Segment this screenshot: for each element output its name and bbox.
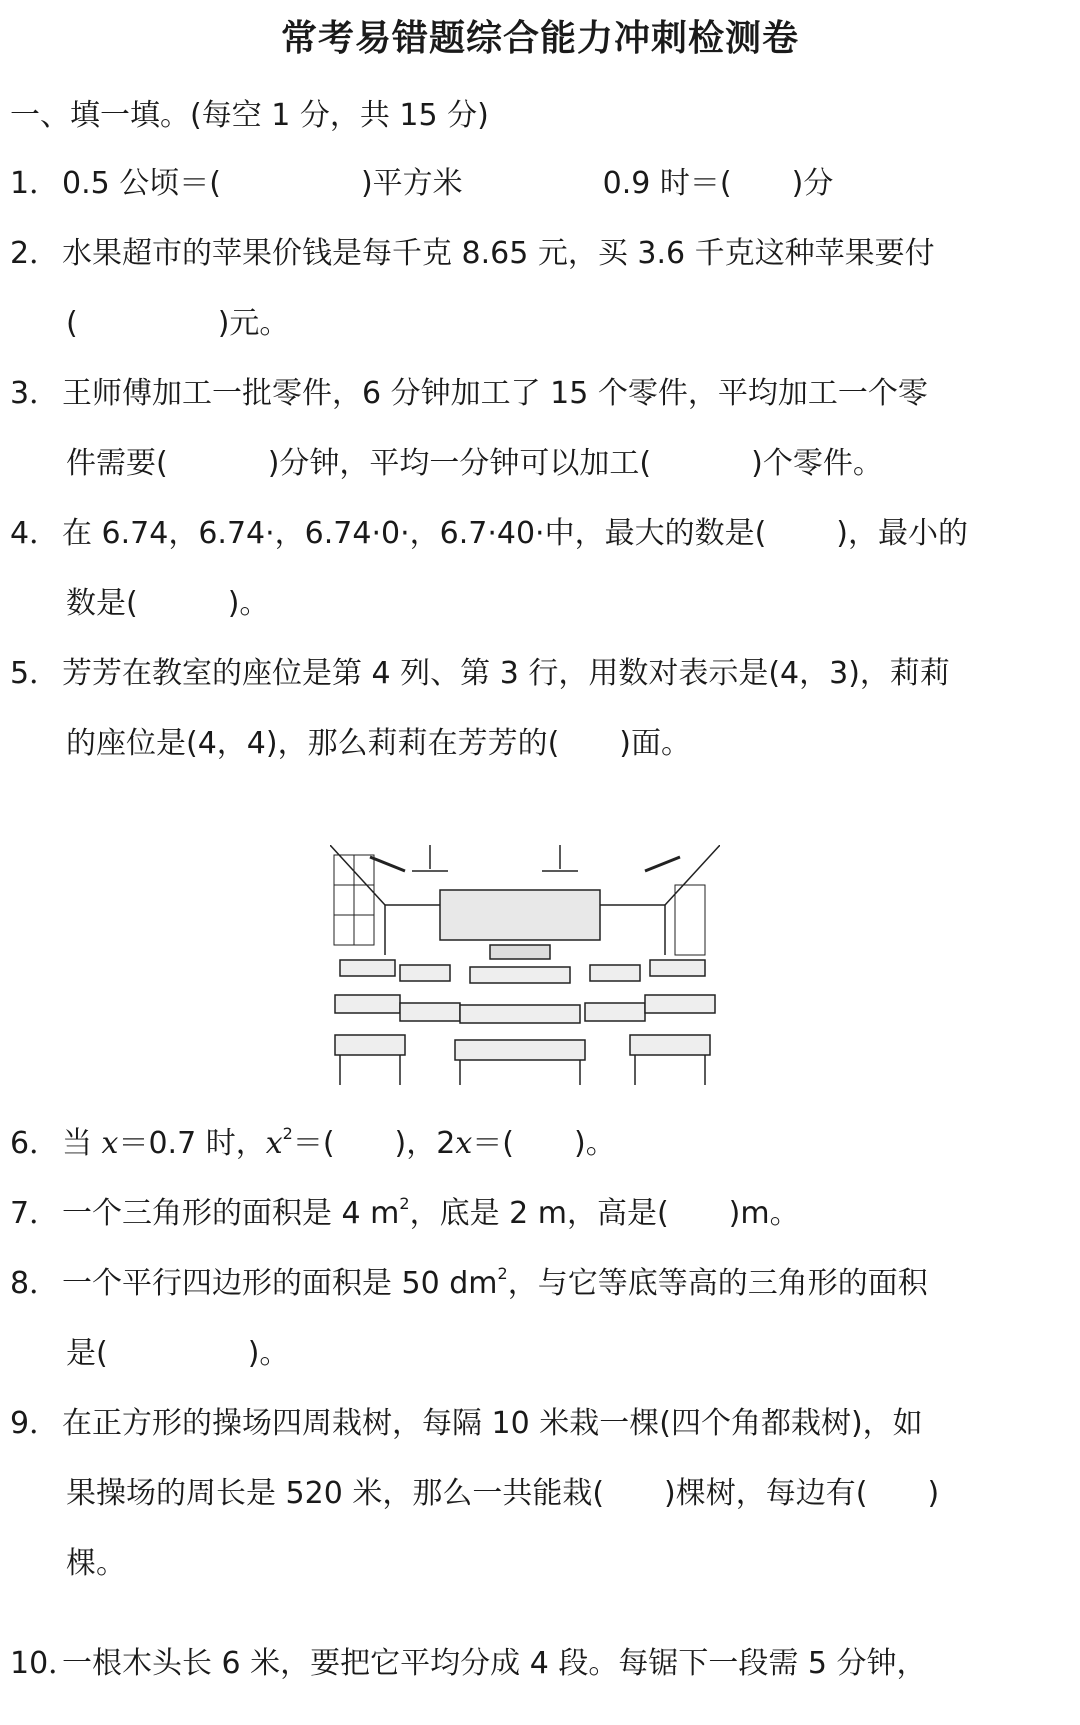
- question-4-line-2: [66, 578, 269, 622]
- question-1: [10, 158, 833, 202]
- question-text: 芳芳在教室的座位是第 4 列、第 3 行，用数对表示是(4，3)，莉莉: [62, 656, 950, 691]
- question-text: ＝(: [292, 1126, 335, 1161]
- question-number: 5．: [10, 656, 60, 691]
- question-text: )棵树，每边有(: [664, 1476, 868, 1511]
- question-number: 1．: [10, 166, 60, 201]
- question-number: 3．: [10, 376, 60, 411]
- question-text: 一个平行四边形的面积是 50 dm: [62, 1266, 498, 1301]
- question-9-line-2: [66, 1468, 939, 1512]
- question-number: 8．: [10, 1266, 60, 1301]
- question-text: )。: [573, 1126, 616, 1161]
- section-heading: 一、填一填。(每空 1 分，共 15 分): [10, 98, 489, 133]
- question-text: ): [927, 1476, 940, 1511]
- question-text: 一个三角形的面积是 4 m: [62, 1196, 400, 1231]
- question-9-line-3: [66, 1538, 126, 1582]
- classroom-illustration: [330, 845, 720, 1090]
- question-number: 7．: [10, 1196, 60, 1231]
- question-text: ＝0.7 时，: [118, 1126, 266, 1161]
- question-text: )分钟，平均一分钟可以加工(: [267, 446, 652, 481]
- question-text: 0.5 公顷＝(: [62, 166, 221, 201]
- page-title: 常考易错题综合能力冲刺检测卷: [280, 18, 799, 59]
- question-text: (: [66, 306, 78, 341]
- question-4: [10, 508, 968, 552]
- question-text: )，2: [394, 1126, 456, 1161]
- question-5-line-2: [66, 718, 691, 762]
- question-text: 水果超市的苹果价钱是每千克 8.65 元，买 3.6 千克这种苹果要付: [62, 236, 935, 271]
- variable-x: x: [265, 1126, 283, 1161]
- exponent: 2: [497, 1264, 508, 1283]
- question-text: )。: [227, 586, 270, 621]
- question-text: ＝(: [472, 1126, 514, 1161]
- question-2: [10, 228, 935, 272]
- question-6: [10, 1118, 616, 1162]
- question-text: )分: [791, 166, 834, 201]
- question-2-line-2: [66, 298, 289, 342]
- question-text: 在正方形的操场四周栽树，每隔 10 米栽一棵(四个角都栽树)，如: [62, 1406, 923, 1441]
- question-text: )m。: [728, 1196, 800, 1231]
- question-text: 王师傅加工一批零件，6 分钟加工了 15 个零件，平均加工一个零: [62, 376, 928, 411]
- question-3-line-2: [66, 438, 883, 482]
- question-text: 0.9 时＝(: [602, 166, 732, 201]
- question-text: 数是(: [66, 586, 138, 621]
- exponent: 2: [399, 1194, 410, 1213]
- question-number: 10．: [10, 1646, 79, 1681]
- question-10: [10, 1638, 926, 1682]
- question-8: [10, 1258, 928, 1302]
- question-5: [10, 648, 950, 692]
- question-text: 棵。: [66, 1546, 126, 1581]
- question-text: )元。: [217, 306, 290, 341]
- question-9: [10, 1398, 923, 1442]
- question-7: [10, 1188, 800, 1232]
- question-8-line-2: [66, 1328, 289, 1372]
- question-3: [10, 368, 928, 412]
- question-text: 件需要(: [66, 446, 168, 481]
- question-number: 9．: [10, 1406, 60, 1441]
- variable-x: x: [455, 1126, 473, 1161]
- variable-x: x: [101, 1126, 119, 1161]
- question-text: ，底是 2 m，高是(: [409, 1196, 669, 1231]
- question-text: )面。: [619, 726, 692, 761]
- question-text: )平方米: [360, 166, 463, 201]
- question-text: 当: [62, 1126, 102, 1161]
- question-number: 2．: [10, 236, 60, 271]
- question-text: 是(: [66, 1336, 108, 1371]
- question-text: ，与它等底等高的三角形的面积: [507, 1266, 928, 1301]
- question-text: )。: [247, 1336, 290, 1371]
- question-text: 一根木头长 6 米，要把它平均分成 4 段。每锯下一段需 5 分钟，: [62, 1646, 927, 1681]
- question-text: )个零件。: [751, 446, 883, 481]
- question-text: 在 6.74，6.74·，6.74·0·，6.7·40·中，最大的数是(: [62, 516, 767, 551]
- exponent: 2: [282, 1124, 293, 1143]
- question-text: )，最小的: [836, 516, 969, 551]
- question-text: 的座位是(4，4)，那么莉莉在芳芳的(: [66, 726, 560, 761]
- question-number: 6．: [10, 1126, 60, 1161]
- question-number: 4．: [10, 516, 60, 551]
- question-text: 果操场的周长是 520 米，那么一共能栽(: [66, 1476, 605, 1511]
